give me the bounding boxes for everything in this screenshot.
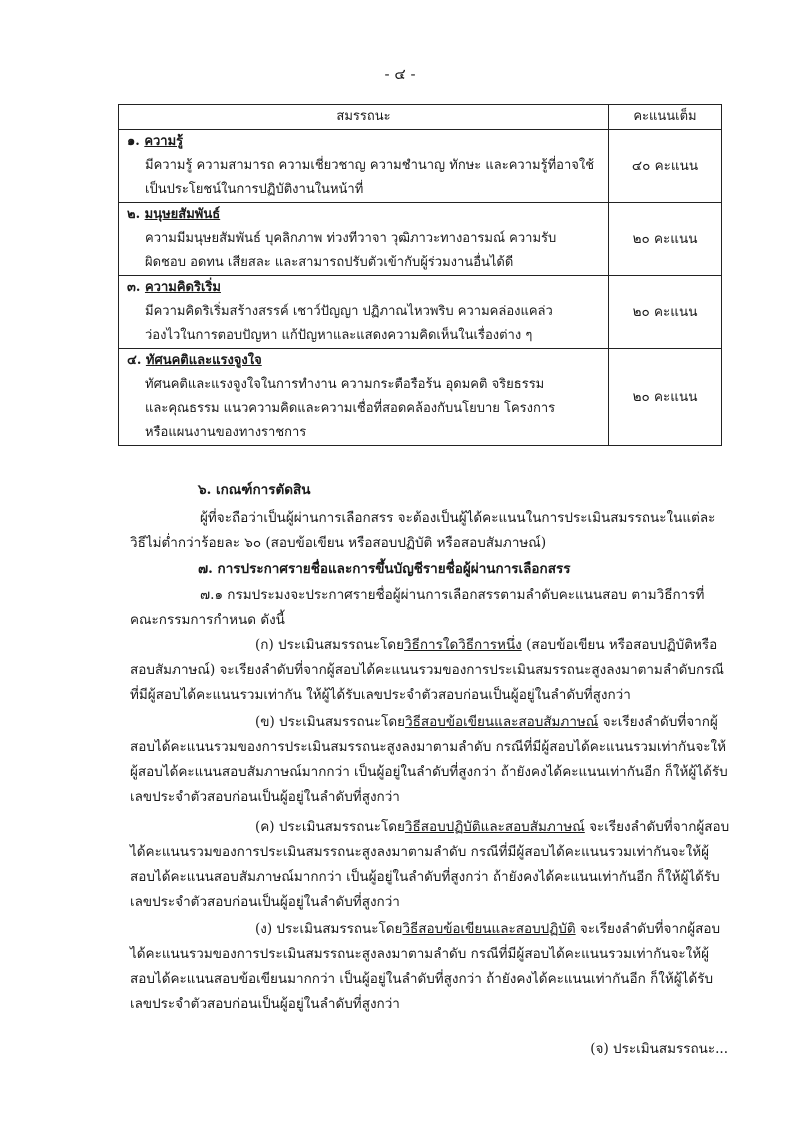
section-7-heading: ๗. การประกาศรายชื่อและการขึ้นบัญชีรายชื่อผู้ผ่านการเลือกสรร bbox=[198, 561, 571, 577]
section-7-1-text: ๗.๑ กรมประมงจะประกาศรายชื่อผู้ผ่านการเลือกสรรตามลำดับคะแนนสอบ ตามวิธีการที่คณะกรรมการกำหนด ดังนี้ bbox=[130, 587, 705, 628]
competency-title bbox=[127, 130, 600, 154]
criteria-a-pre: (ก) ประเมินสมรรถนะโดย bbox=[255, 637, 405, 653]
criteria-d-post: จะเรียงลำดับที่จากผู้สอบได้คะแนนรวมของการประเมินสมรรถนะสูงลงมาตามลำดับ กรณีที่มีผู้สอบได้คะแนนรวมเท่ากันจะให้ผู้สอบได้คะแนนสอบข้อเขียนมากกว่า เป็นผู้อยู่ในลำดับที่สูงกว่า ถ้ายังคงได้คะแนนเท่ากันอีก ก็ให้ผู้ได้รับเลขประจำตัวสอบก่อนเป็นผู้อยู่ในลำดับที่สูงกว่า bbox=[130, 921, 721, 1012]
criteria-b-method: วิธีสอบข้อเขียนและสอบสัมภาษณ์ bbox=[405, 714, 599, 730]
competency-desc-line: หรือแผนงานของทางราชการ bbox=[145, 425, 307, 440]
table-row bbox=[119, 130, 722, 203]
criteria-a-paragraph bbox=[130, 633, 730, 708]
competency-name: ความรู้ bbox=[144, 134, 184, 149]
competency-desc-line: และคุณธรรม แนวความคิดและความเชื่อที่สอดคล้องกับนโยบาย โครงการ bbox=[145, 401, 556, 416]
header-competency: สมรรถนะ bbox=[119, 105, 609, 130]
score-cell: ๔๐ คะแนน bbox=[609, 130, 722, 203]
score-cell: ๒๐ คะแนน bbox=[609, 276, 722, 349]
competency-number: ๒. bbox=[127, 207, 141, 222]
competency-desc-line: ผิดชอบ อดทน เสียสละ และสามารถปรับตัวเข้ากับผู้ร่วมงานอื่นได้ดี bbox=[145, 255, 514, 270]
page-number: - ๔ - bbox=[384, 65, 416, 83]
criteria-c-paragraph bbox=[130, 815, 730, 915]
score-cell: ๒๐ คะแนน bbox=[609, 349, 722, 446]
competency-title bbox=[127, 349, 600, 373]
competency-name: ทัศนคติและแรงจูงใจ bbox=[145, 353, 262, 368]
criteria-d-paragraph bbox=[130, 917, 730, 1017]
competency-cell bbox=[119, 130, 609, 203]
criteria-d-pre: (ง) ประเมินสมรรถนะโดย bbox=[255, 921, 403, 937]
competency-name: ความคิดริเริ่ม bbox=[144, 280, 221, 295]
competency-number: ๔. bbox=[127, 353, 142, 368]
competency-desc-line: มีความคิดริเริ่มสร้างสรรค์ เชาว์ปัญญา ปฏิภาณไหวพริบ ความคล่องแคล่ว bbox=[145, 304, 553, 319]
competency-desc-line: ทัศนคติและแรงจูงใจในการทำงาน ความกระตือรือร้น อุดมคติ จริยธรรม bbox=[145, 377, 545, 392]
continued-reference: (จ) ประเมินสมรรถนะ... bbox=[590, 1041, 728, 1057]
table-header-row bbox=[119, 105, 722, 130]
criteria-b-paragraph bbox=[130, 710, 730, 810]
table-row bbox=[119, 203, 722, 276]
table-row bbox=[119, 349, 722, 446]
competency-desc-line: ว่องไวในการตอบปัญหา แก้ปัญหาและแสดงความคิดเห็นในเรื่องต่าง ๆ bbox=[145, 328, 533, 343]
competency-name: มนุษยสัมพันธ์ bbox=[144, 207, 221, 222]
criteria-c-pre: (ค) ประเมินสมรรถนะโดย bbox=[255, 819, 405, 835]
criteria-a-method: วิธีการใดวิธีการหนึ่ง bbox=[404, 637, 522, 653]
competency-table bbox=[118, 104, 722, 446]
competency-desc-line: มีความรู้ ความสามารถ ความเชี่ยวชาญ ความชำนาญ ทักษะ และความรู้ที่อาจใช้ bbox=[145, 158, 595, 173]
criteria-d-method: วิธีสอบข้อเขียนและสอบปฏิบัติ bbox=[402, 921, 576, 937]
score-cell: ๒๐ คะแนน bbox=[609, 203, 722, 276]
table-row bbox=[119, 276, 722, 349]
header-full-score: คะแนนเต็ม bbox=[609, 105, 722, 130]
competency-cell bbox=[119, 349, 609, 446]
competency-cell bbox=[119, 276, 609, 349]
section-6-heading: ๖. เกณฑ์การตัดสิน bbox=[198, 482, 311, 498]
criteria-a-post: (สอบข้อเขียน หรือสอบปฏิบัติหรือสอบสัมภาษณ์) จะเรียงลำดับที่จากผู้สอบได้คะแนนรวมของการประเมินสมรรถนะสูงลงมาตามลำดับกรณีที่มีผู้สอบได้คะแนนรวมเท่ากัน ให้ผู้ได้รับเลขประจำตัวสอบก่อนเป็นผู้อยู่ในลำดับที่สูงกว่า bbox=[130, 637, 724, 703]
competency-title bbox=[127, 203, 600, 227]
criteria-b-pre: (ข) ประเมินสมรรถนะโดย bbox=[255, 714, 406, 730]
competency-number: ๑. bbox=[127, 134, 140, 149]
competency-number: ๓. bbox=[127, 280, 141, 295]
criteria-b-post: จะเรียงลำดับที่จากผู้สอบได้คะแนนรวมของการประเมินสมรรถนะสูงลงมาตามลำดับ กรณีที่มีผู้สอบได้คะแนนรวมเท่ากันจะให้ผู้สอบได้คะแนนสอบสัมภาษณ์มากกว่า เป็นผู้อยู่ในลำดับที่สูงกว่า ถ้ายังคงได้คะแนนเท่ากันอีก ก็ให้ผู้ได้รับเลขประจำตัวสอบก่อนเป็นผู้อยู่ในลำดับที่สูงกว่า bbox=[130, 714, 728, 805]
competency-desc-line: ความมีมนุษยสัมพันธ์ บุคลิกภาพ ท่วงทีวาจา วุฒิภาวะทางอารมณ์ ความรับ bbox=[145, 231, 557, 246]
competency-cell bbox=[119, 203, 609, 276]
competency-title bbox=[127, 276, 600, 300]
criteria-c-method: วิธีสอบปฏิบัติและสอบสัมภาษณ์ bbox=[404, 819, 585, 835]
competency-desc-line: เป็นประโยชน์ในการปฏิบัติงานในหน้าที่ bbox=[145, 182, 364, 197]
criteria-c-post: จะเรียงลำดับที่จากผู้สอบได้คะแนนรวมของการประเมินสมรรถนะสูงลงมาตามลำดับ กรณีที่มีผู้สอบได้คะแนนรวมเท่ากันจะให้ผู้สอบได้คะแนนสอบสัมภาษณ์มากกว่า เป็นผู้อยู่ในลำดับที่สูงกว่า ถ้ายังคงได้คะแนนเท่ากันอีก ก็ให้ผู้ได้รับเลขประจำตัวสอบก่อนเป็นผู้อยู่ในลำดับที่สูงกว่า bbox=[130, 819, 730, 910]
section-6-text: ผู้ที่จะถือว่าเป็นผู้ผ่านการเลือกสรร จะต้องเป็นผู้ได้คะแนนในการประเมินสมรรถนะในแต่ละวิธีไม่ต่ำกว่าร้อยละ ๖๐ (สอบข้อเขียน หรือสอบปฏิบัติ หรือสอบสัมภาษณ์) bbox=[130, 510, 716, 551]
